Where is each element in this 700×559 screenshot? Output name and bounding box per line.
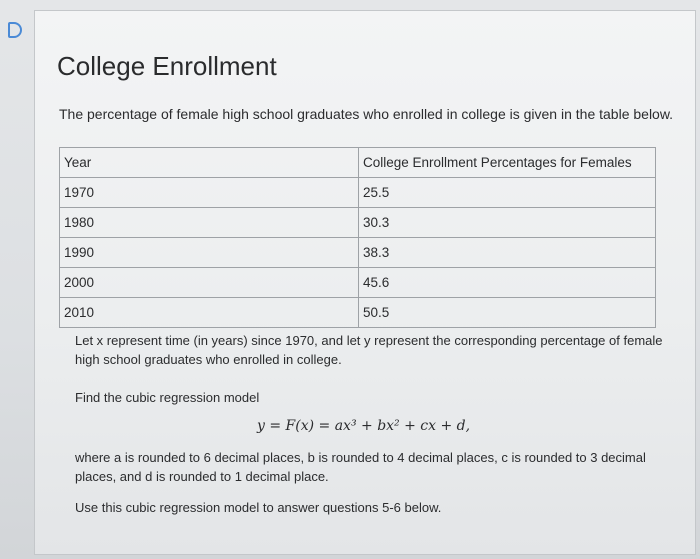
header-percentage: College Enrollment Percentages for Females: [359, 148, 656, 178]
variable-definition-text: Let x represent time (in years) since 1970, and let y represent the corresponding percentage of female high school graduates who enrolled in college.: [75, 333, 663, 367]
page-title: College Enrollment: [57, 51, 277, 81]
cell-year: 1990: [60, 238, 359, 268]
cell-year: 1980: [60, 208, 359, 238]
cell-percentage: 38.3: [359, 238, 656, 268]
table-row: [60, 178, 656, 208]
follow-up-instruction: Use this cubic regression model to answer questions 5-6 below.: [75, 500, 442, 515]
rounding-instructions: where a is rounded to 6 decimal places, b is rounded to 4 decimal places, c is rounded to 3 decimal places, and d is rounded to 1 decimal place.: [75, 450, 646, 484]
regression-equation: y = F(x) = ax³ + bx² + cx + d,: [257, 418, 471, 434]
cell-percentage: 45.6: [359, 268, 656, 298]
table-row: [60, 238, 656, 268]
instruction-text: Find the cubic regression model: [75, 390, 260, 405]
table-row: [60, 268, 656, 298]
table-header-row: [60, 148, 656, 178]
bookmark-icon[interactable]: [8, 22, 22, 38]
header-year: Year: [60, 148, 359, 178]
cell-year: 2010: [60, 298, 359, 328]
cell-year: 2000: [60, 268, 359, 298]
intro-text: The percentage of female high school graduates who enrolled in college is given in the table below.: [59, 106, 674, 122]
cell-year: 1970: [60, 178, 359, 208]
enrollment-table: [59, 147, 656, 328]
cell-percentage: 30.3: [359, 208, 656, 238]
table-row: [60, 208, 656, 238]
cell-percentage: 25.5: [359, 178, 656, 208]
question-card: [34, 10, 696, 555]
table-row: [60, 298, 656, 328]
cell-percentage: 50.5: [359, 298, 656, 328]
